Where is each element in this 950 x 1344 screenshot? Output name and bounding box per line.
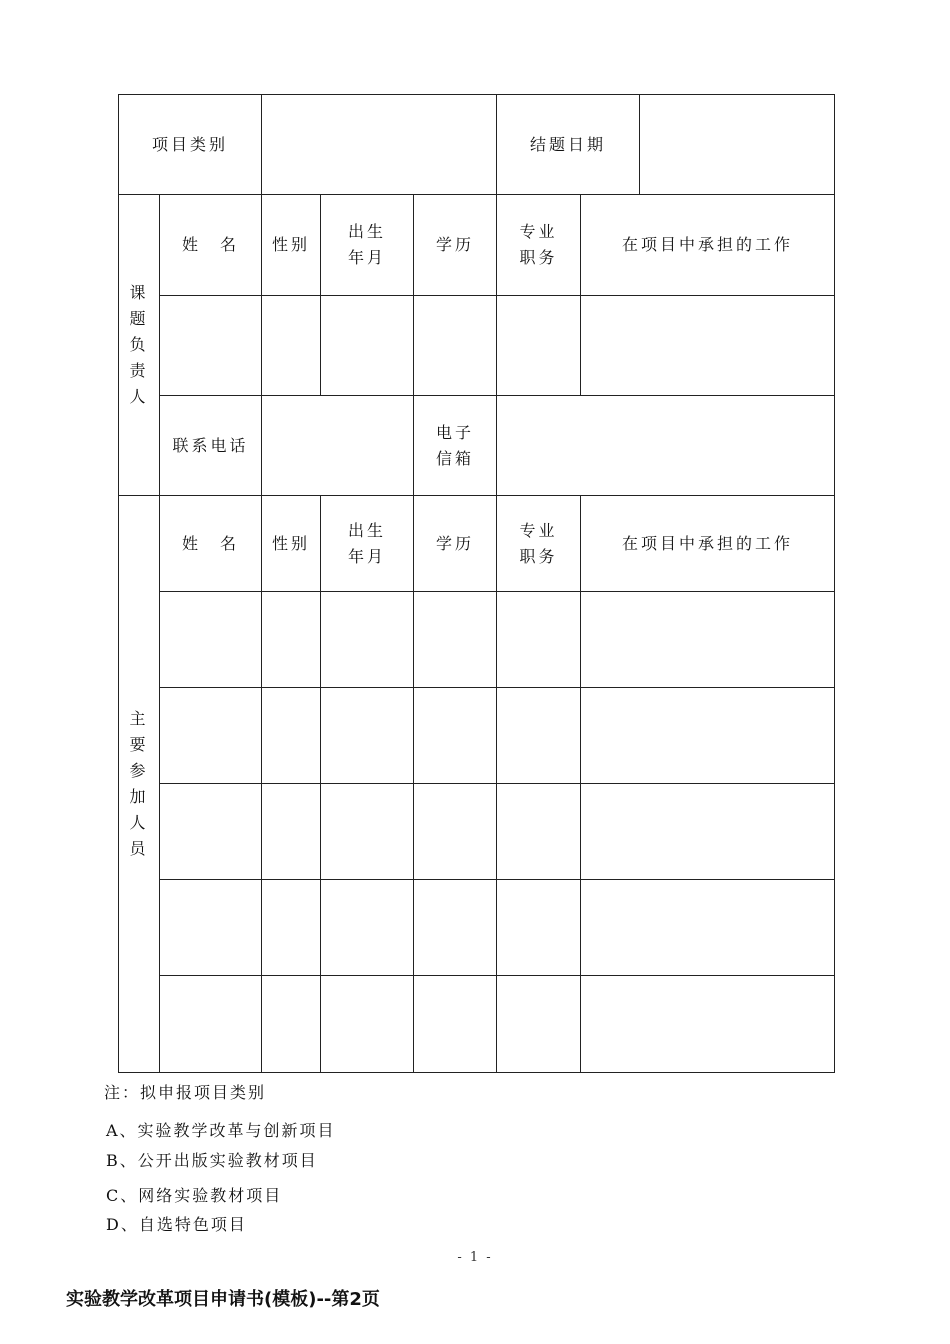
member-education-field[interactable] bbox=[414, 880, 497, 976]
application-form-table bbox=[118, 94, 835, 1073]
member-work-field[interactable] bbox=[581, 688, 835, 784]
member-title-field[interactable] bbox=[497, 784, 581, 880]
member-header-work: 在项目中承担的工作 bbox=[581, 496, 835, 592]
member-header-gender: 性别 bbox=[262, 496, 321, 592]
member-education-field[interactable] bbox=[414, 592, 497, 688]
leader-header-education: 学历 bbox=[414, 195, 497, 296]
phone-field[interactable] bbox=[262, 396, 414, 496]
notes-title: 注：拟申报项目类别 bbox=[104, 1083, 267, 1102]
leader-section-label: 课 题 负 责 人 bbox=[119, 195, 160, 496]
leader-title-field[interactable] bbox=[497, 296, 581, 396]
phone-label: 联系电话 bbox=[160, 396, 262, 496]
members-section-label: 主 要 参 加 人 员 bbox=[119, 496, 160, 1073]
email-field[interactable] bbox=[497, 396, 835, 496]
member-birth-field[interactable] bbox=[321, 592, 414, 688]
note-item-d: D、自选特色项目 bbox=[106, 1215, 247, 1234]
member-work-field[interactable] bbox=[581, 784, 835, 880]
member-work-field[interactable] bbox=[581, 976, 835, 1073]
table-row bbox=[119, 880, 835, 976]
member-title-field[interactable] bbox=[497, 688, 581, 784]
member-work-field[interactable] bbox=[581, 592, 835, 688]
member-title-field[interactable] bbox=[497, 976, 581, 1073]
leader-header-gender: 性别 bbox=[262, 195, 321, 296]
member-education-field[interactable] bbox=[414, 976, 497, 1073]
member-birth-field[interactable] bbox=[321, 880, 414, 976]
leader-header-name: 姓 名 bbox=[160, 195, 262, 296]
member-header-education: 学历 bbox=[414, 496, 497, 592]
member-work-field[interactable] bbox=[581, 880, 835, 976]
member-title-field[interactable] bbox=[497, 592, 581, 688]
member-gender-field[interactable] bbox=[262, 784, 321, 880]
note-item-a: A、实验教学改革与创新项目 bbox=[106, 1121, 336, 1140]
table-row bbox=[119, 976, 835, 1073]
member-name-field[interactable] bbox=[160, 976, 262, 1073]
leader-birth-field[interactable] bbox=[321, 296, 414, 396]
leader-work-field[interactable] bbox=[581, 296, 835, 396]
member-education-field[interactable] bbox=[414, 784, 497, 880]
member-header-birth: 出生 年月 bbox=[321, 496, 414, 592]
leader-name-field[interactable] bbox=[160, 296, 262, 396]
note-item-b: B、公开出版实验教材项目 bbox=[106, 1151, 318, 1170]
email-label: 电子 信箱 bbox=[414, 396, 497, 496]
page-footer: 实验教学改革项目申请书(模板)--第2页 bbox=[66, 1289, 380, 1310]
member-birth-field[interactable] bbox=[321, 688, 414, 784]
leader-header-work: 在项目中承担的工作 bbox=[581, 195, 835, 296]
member-gender-field[interactable] bbox=[262, 880, 321, 976]
table-row bbox=[119, 688, 835, 784]
member-gender-field[interactable] bbox=[262, 976, 321, 1073]
member-gender-field[interactable] bbox=[262, 592, 321, 688]
leader-gender-field[interactable] bbox=[262, 296, 321, 396]
table-row bbox=[119, 784, 835, 880]
table-row bbox=[119, 592, 835, 688]
leader-header-title: 专业 职务 bbox=[497, 195, 581, 296]
project-category-field[interactable] bbox=[262, 95, 497, 195]
note-item-c: C、网络实验教材项目 bbox=[106, 1186, 283, 1205]
member-name-field[interactable] bbox=[160, 688, 262, 784]
leader-header-birth: 出生 年月 bbox=[321, 195, 414, 296]
member-name-field[interactable] bbox=[160, 880, 262, 976]
member-header-title: 专业 职务 bbox=[497, 496, 581, 592]
page-number: - 1 - bbox=[457, 1250, 493, 1265]
member-gender-field[interactable] bbox=[262, 688, 321, 784]
member-name-field[interactable] bbox=[160, 784, 262, 880]
member-birth-field[interactable] bbox=[321, 784, 414, 880]
member-birth-field[interactable] bbox=[321, 976, 414, 1073]
member-title-field[interactable] bbox=[497, 880, 581, 976]
end-date-label: 结题日期 bbox=[497, 95, 640, 195]
member-header-name: 姓 名 bbox=[160, 496, 262, 592]
end-date-field[interactable] bbox=[640, 95, 835, 195]
member-education-field[interactable] bbox=[414, 688, 497, 784]
leader-education-field[interactable] bbox=[414, 296, 497, 396]
member-name-field[interactable] bbox=[160, 592, 262, 688]
project-category-label: 项目类别 bbox=[119, 95, 262, 195]
